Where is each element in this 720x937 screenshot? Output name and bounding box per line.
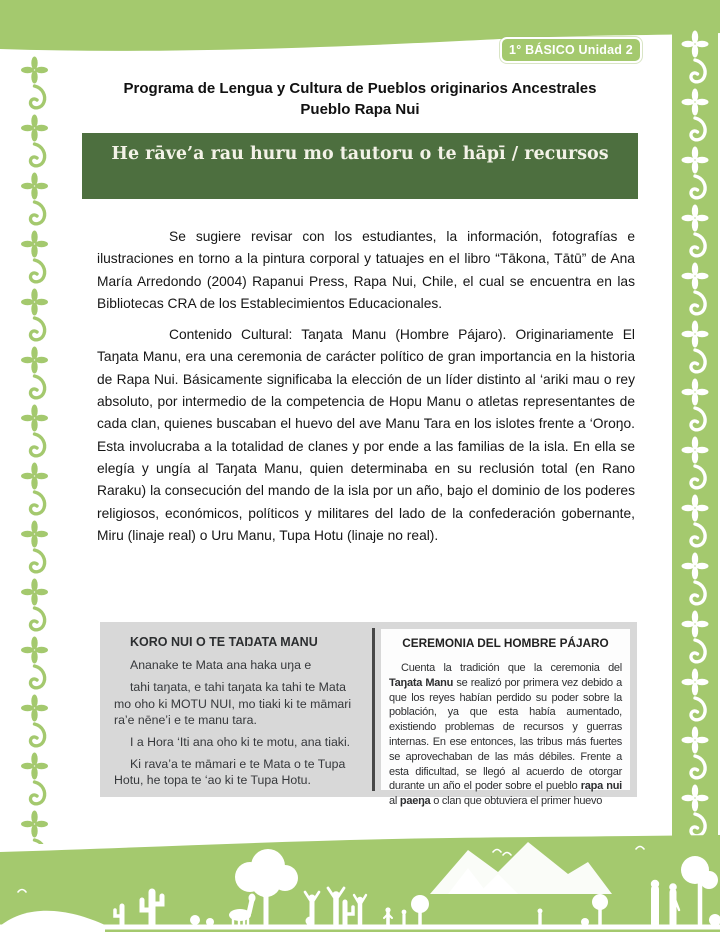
section-title-bar <box>82 133 638 199</box>
panel-left-paragraph: I a Hora ‘Iti ana oho ki te motu, ana tiaki. <box>130 735 351 750</box>
right-koru-border-pattern-icon <box>672 30 718 860</box>
body-paragraph: Se sugiere revisar con los estudiantes, la información, fotografías e ilustraciones en torno a la pintura corporal y tatuajes en el libro “Tākona, Tātū” de Ana María Arredondo (2004) Rapanui Press, Rapa Nui, Chile, el cual se encuentra en las Bibliotecas CRA de los Establecimientos Educacionales. <box>97 229 635 311</box>
bottom-landscape-illustration <box>0 832 720 932</box>
panel-left-paragraph: Ananake te Mata ana haka uŋa e <box>130 658 312 673</box>
panel-left-column <box>114 634 362 795</box>
unit-badge: 1° BÁSICO Unidad 2 <box>500 37 642 63</box>
panel-left-paragraph: tahi taŋata, e tahi taŋata ka tahi te Mata mo oho ki MOTU NUI, mo tiaki ki te māmari ra’e nēne’i e te manu tara. <box>114 680 352 727</box>
panel-right-title: CEREMONIA DEL HOMBRE PÁJARO <box>402 636 609 650</box>
panel-left-title: KORO NUI O TE TAŊATA MANU <box>130 635 318 649</box>
program-header <box>60 78 660 120</box>
panel-right-paragraph: Cuenta la tradición que la ceremonia del Taŋata Manu se realizó por primera vez debido a que los reyes habían perdido su poder sobre la población, ya que esta había aumentado, existiendo problemas de recursos y guerras internas. En ese entonces, las tribus más fuertes se aprovechaban de las más débiles. Frente a esta dificultad, se llegó al acuerdo de otorgar durante un año el poder sobre el pueblo rapa nui al paeŋa o clan que obtuviera el primer huevo <box>389 662 622 808</box>
main-text-block <box>97 226 635 556</box>
bottom-panel <box>100 622 637 808</box>
program-title-line2: Pueblo Rapa Nui <box>300 101 420 118</box>
left-koru-border-pattern-icon <box>20 56 49 844</box>
section-title: He rāve’a rau huru mo tautoru o te hāpī / recursos <box>111 144 609 164</box>
body-paragraph: Contenido Cultural: Taŋata Manu (Hombre Pájaro). Originariamente El Taŋata Manu, era una ceremonia de carácter político de gran importancia en la historia de Rapa Nui. Básicamente significaba la elección de un líder distinto al ‘ariki mau o rey absoluto, por intermedio de la competencia de Hopu Manu o atletas representantes de cada clan, quienes buscaban el huevo del ave Manu Tara en los islotes frente a ‘Oroŋo. Esta involucraba a la totalidad de clanes y por ende a las familias de la isla. En ella se elegía y ungía al Taŋata Manu, quien determinaba en su reclusión total (en Rano Raraku) la consecución del mando de la isla por un año, bajo el dominio de los poderes religiosos, económicos, políticos y militares del lado de la confederación gobernante, Miru (linaje real) o Uru Manu, Tupa Hotu (linaje no real). <box>97 327 635 543</box>
panel-right-column <box>381 629 630 808</box>
program-title-line1: Programa de Lengua y Cultura de Pueblos originarios Ancestrales <box>123 80 597 97</box>
panel-divider <box>372 628 375 791</box>
panel-left-paragraph: Ki rava’a te māmari e te Mata o te Tupa Hotu, he topa te ‘ao ki te Tupa Hotu. <box>114 757 346 788</box>
